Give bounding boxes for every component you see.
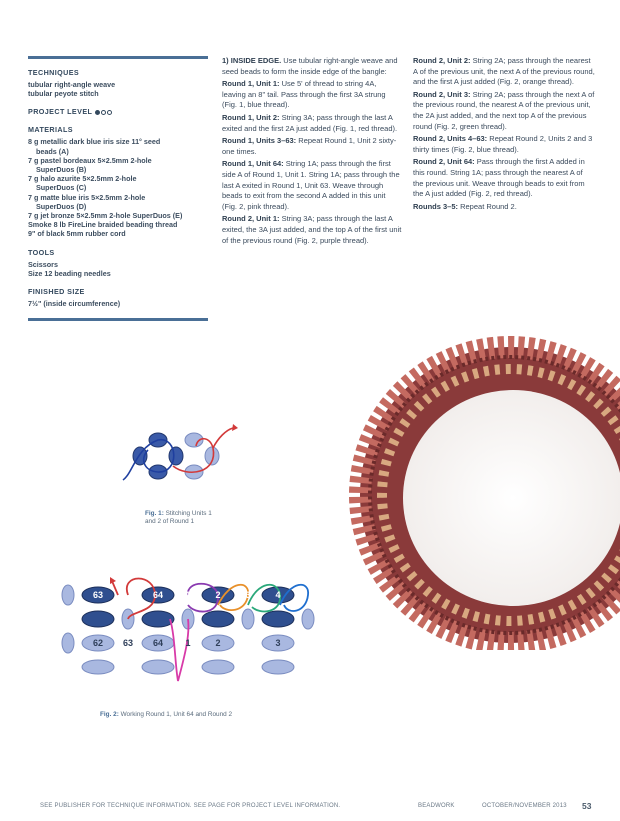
bead-label-bottom: 1 bbox=[185, 638, 191, 648]
material-item-cont: SuperDuos (D) bbox=[36, 201, 87, 211]
instruction-paragraph bbox=[222, 159, 402, 212]
step-label: Rounds 3–5: bbox=[413, 201, 459, 211]
step-label: Round 2, Unit 64: bbox=[413, 157, 475, 167]
step-text: String 3A; pass through the last A exited and the first 2A just added (Fig. 1, red thread). bbox=[222, 112, 398, 133]
technique-item: tubular peyote stitch bbox=[28, 89, 99, 99]
instruction-paragraph bbox=[222, 214, 402, 246]
material-item: Smoke 8 lb FireLine braided beading thread bbox=[28, 220, 178, 230]
bead-label-top: 64 bbox=[152, 590, 164, 600]
bead-label-bottom: 3 bbox=[275, 638, 281, 648]
step-text: String 1A; pass through the first side A of Round 1, Unit 1. String 1A; pass through the last A exited in Round 1, Unit 63. Weave through beads to exit from the second A added in this unit (Fig. 2, pink thread). bbox=[222, 159, 400, 211]
bead-label-bottom: 2 bbox=[215, 638, 221, 648]
bracelet-photo bbox=[325, 330, 620, 650]
level-dot-empty bbox=[107, 110, 112, 115]
instructions-column-1 bbox=[222, 56, 402, 248]
material-item-cont: SuperDuos (C) bbox=[36, 183, 87, 193]
figure-2-caption-text: Working Round 1, Unit 64 and Round 2 bbox=[118, 711, 233, 718]
footer-note: SEE PUBLISHER FOR TECHNIQUE INFORMATION. SEE PAGE FOR PROJECT LEVEL INFORMATION. bbox=[40, 803, 341, 809]
tool-item: Size 12 beading needles bbox=[28, 268, 111, 278]
bead-label-bottom: 63 bbox=[122, 638, 134, 648]
sidebar-info-box bbox=[28, 56, 208, 321]
figure-1-caption-text: and 2 of Round 1 bbox=[145, 518, 195, 525]
step-text: String 2A; pass through the next A of the previous round, the nearest A of the previous unit, the 2A just added, and the next top A of the previous round (Fig. 2, green thread). bbox=[413, 89, 595, 131]
material-item: 7 g matte blue iris 5×2.5mm 2-hole bbox=[28, 192, 146, 202]
instruction-paragraph bbox=[222, 113, 402, 134]
figure-1-caption-text: Stitching Units 1 bbox=[163, 510, 212, 517]
figure-2-caption bbox=[100, 711, 232, 718]
step-text: Use tubular right-angle weave and seed beads to form the inside edge of the bangle: bbox=[222, 56, 398, 76]
instruction-paragraph bbox=[222, 136, 402, 157]
level-dot-empty bbox=[101, 110, 106, 115]
material-item-cont: beads (A) bbox=[36, 146, 69, 156]
bead-label-top: 1 bbox=[185, 590, 191, 600]
step-label: Round 1, Unit 1: bbox=[222, 79, 280, 89]
bead-label-top: 4 bbox=[275, 590, 281, 600]
step-label: Round 1, Unit 64: bbox=[222, 159, 284, 169]
bead-label-bottom: 62 bbox=[92, 638, 104, 648]
project-level-heading bbox=[28, 107, 208, 116]
technique-item: tubular right-angle weave bbox=[28, 80, 116, 89]
project-level-dots bbox=[95, 110, 112, 115]
instructions-column-2 bbox=[413, 56, 595, 214]
page-number: 53 bbox=[582, 801, 592, 811]
project-level-label: PROJECT LEVEL bbox=[28, 107, 93, 117]
step-text: Repeat Round 2. bbox=[458, 201, 517, 211]
instruction-paragraph bbox=[413, 134, 595, 155]
tool-item: Scissors bbox=[28, 259, 58, 269]
bead-label-top: 63 bbox=[92, 590, 104, 600]
techniques-heading: TECHNIQUES bbox=[28, 68, 80, 77]
material-item-cont: SuperDuos (B) bbox=[36, 165, 87, 175]
bead-label-top: 3 bbox=[245, 590, 251, 600]
instruction-paragraph bbox=[413, 90, 595, 132]
materials-heading: MATERIALS bbox=[28, 125, 73, 135]
step-text: String 2A; pass through the nearest A of the previous unit, the next A of the previous round, and the first A just added (Fig. 2, orange thread). bbox=[413, 56, 595, 87]
bead-label-top: 2 bbox=[215, 590, 221, 600]
sidebar-top-rule bbox=[28, 56, 208, 59]
finished-size-heading: FINISHED SIZE bbox=[28, 287, 85, 297]
step-heading: 1) INSIDE EDGE. bbox=[222, 56, 282, 65]
bead-label-bottom: 64 bbox=[152, 638, 164, 648]
figure-2-label: Fig. 2: bbox=[100, 711, 119, 718]
step-label: Round 2, Unit 1: bbox=[222, 214, 280, 224]
figure-1-diagram bbox=[118, 418, 248, 493]
step-text: Repeat Round 1, Unit 2 sixty-one times. bbox=[222, 136, 397, 156]
step-text: Repeat Round 2, Units 2 and 3 thirty times (Fig. 2, blue thread). bbox=[413, 134, 593, 154]
sidebar-bottom-rule bbox=[28, 318, 208, 321]
finished-size-value: 7½" (inside circumference) bbox=[28, 299, 121, 309]
figure-2-diagram bbox=[60, 575, 328, 687]
material-item: 7 g pastel bordeaux 5×2.5mm 2-hole bbox=[28, 155, 152, 165]
step-text: String 3A; pass through the last A exited, the 3A just added, and the top A of the first unit of the previous round (Fig. 2, purple thread). bbox=[222, 214, 402, 245]
step-label: Round 2, Unit 3: bbox=[413, 89, 471, 99]
step-label: Round 2, Unit 2: bbox=[413, 56, 471, 65]
instruction-paragraph bbox=[413, 202, 595, 213]
instruction-paragraph bbox=[222, 79, 402, 111]
instruction-paragraph bbox=[222, 56, 402, 77]
material-item: 9" of black 5mm rubber cord bbox=[28, 229, 126, 239]
level-dot-filled bbox=[95, 110, 100, 115]
figure-1-caption bbox=[145, 510, 212, 526]
red-thread-path bbox=[173, 428, 233, 472]
instruction-paragraph bbox=[413, 56, 595, 88]
arrow-head-icon bbox=[232, 424, 238, 431]
tools-heading: TOOLS bbox=[28, 247, 55, 257]
step-text: Pass through the first A added in this round. String 1A; pass through the nearest A of the previous unit. Weave through beads to exit from the A just added (Fig. 2, red thread). bbox=[413, 157, 585, 199]
figure-1-label: Fig. 1: bbox=[145, 510, 164, 517]
instruction-paragraph bbox=[413, 157, 595, 199]
footer-magazine: BEADWORK bbox=[418, 803, 455, 809]
material-item: 7 g halo azurite 5×2.5mm 2-hole bbox=[28, 174, 137, 184]
material-item: 7 g jet bronze 5×2.5mm 2-hole SuperDuos (E) bbox=[28, 211, 183, 221]
step-text: Use 5' of thread to string 4A, leaving an 8" tail. Pass through the first 3A strung (Fig. 1, blue thread). bbox=[222, 79, 386, 110]
step-label: Round 1, Units 3–63: bbox=[222, 136, 297, 146]
footer-issue: OCTOBER/NOVEMBER 2013 bbox=[482, 803, 567, 809]
step-label: Round 2, Units 4–63: bbox=[413, 134, 488, 144]
materials-list bbox=[28, 137, 208, 238]
material-item: 8 g metallic dark blue iris size 11° seed bbox=[28, 137, 161, 147]
step-label: Round 1, Unit 2: bbox=[222, 112, 280, 122]
